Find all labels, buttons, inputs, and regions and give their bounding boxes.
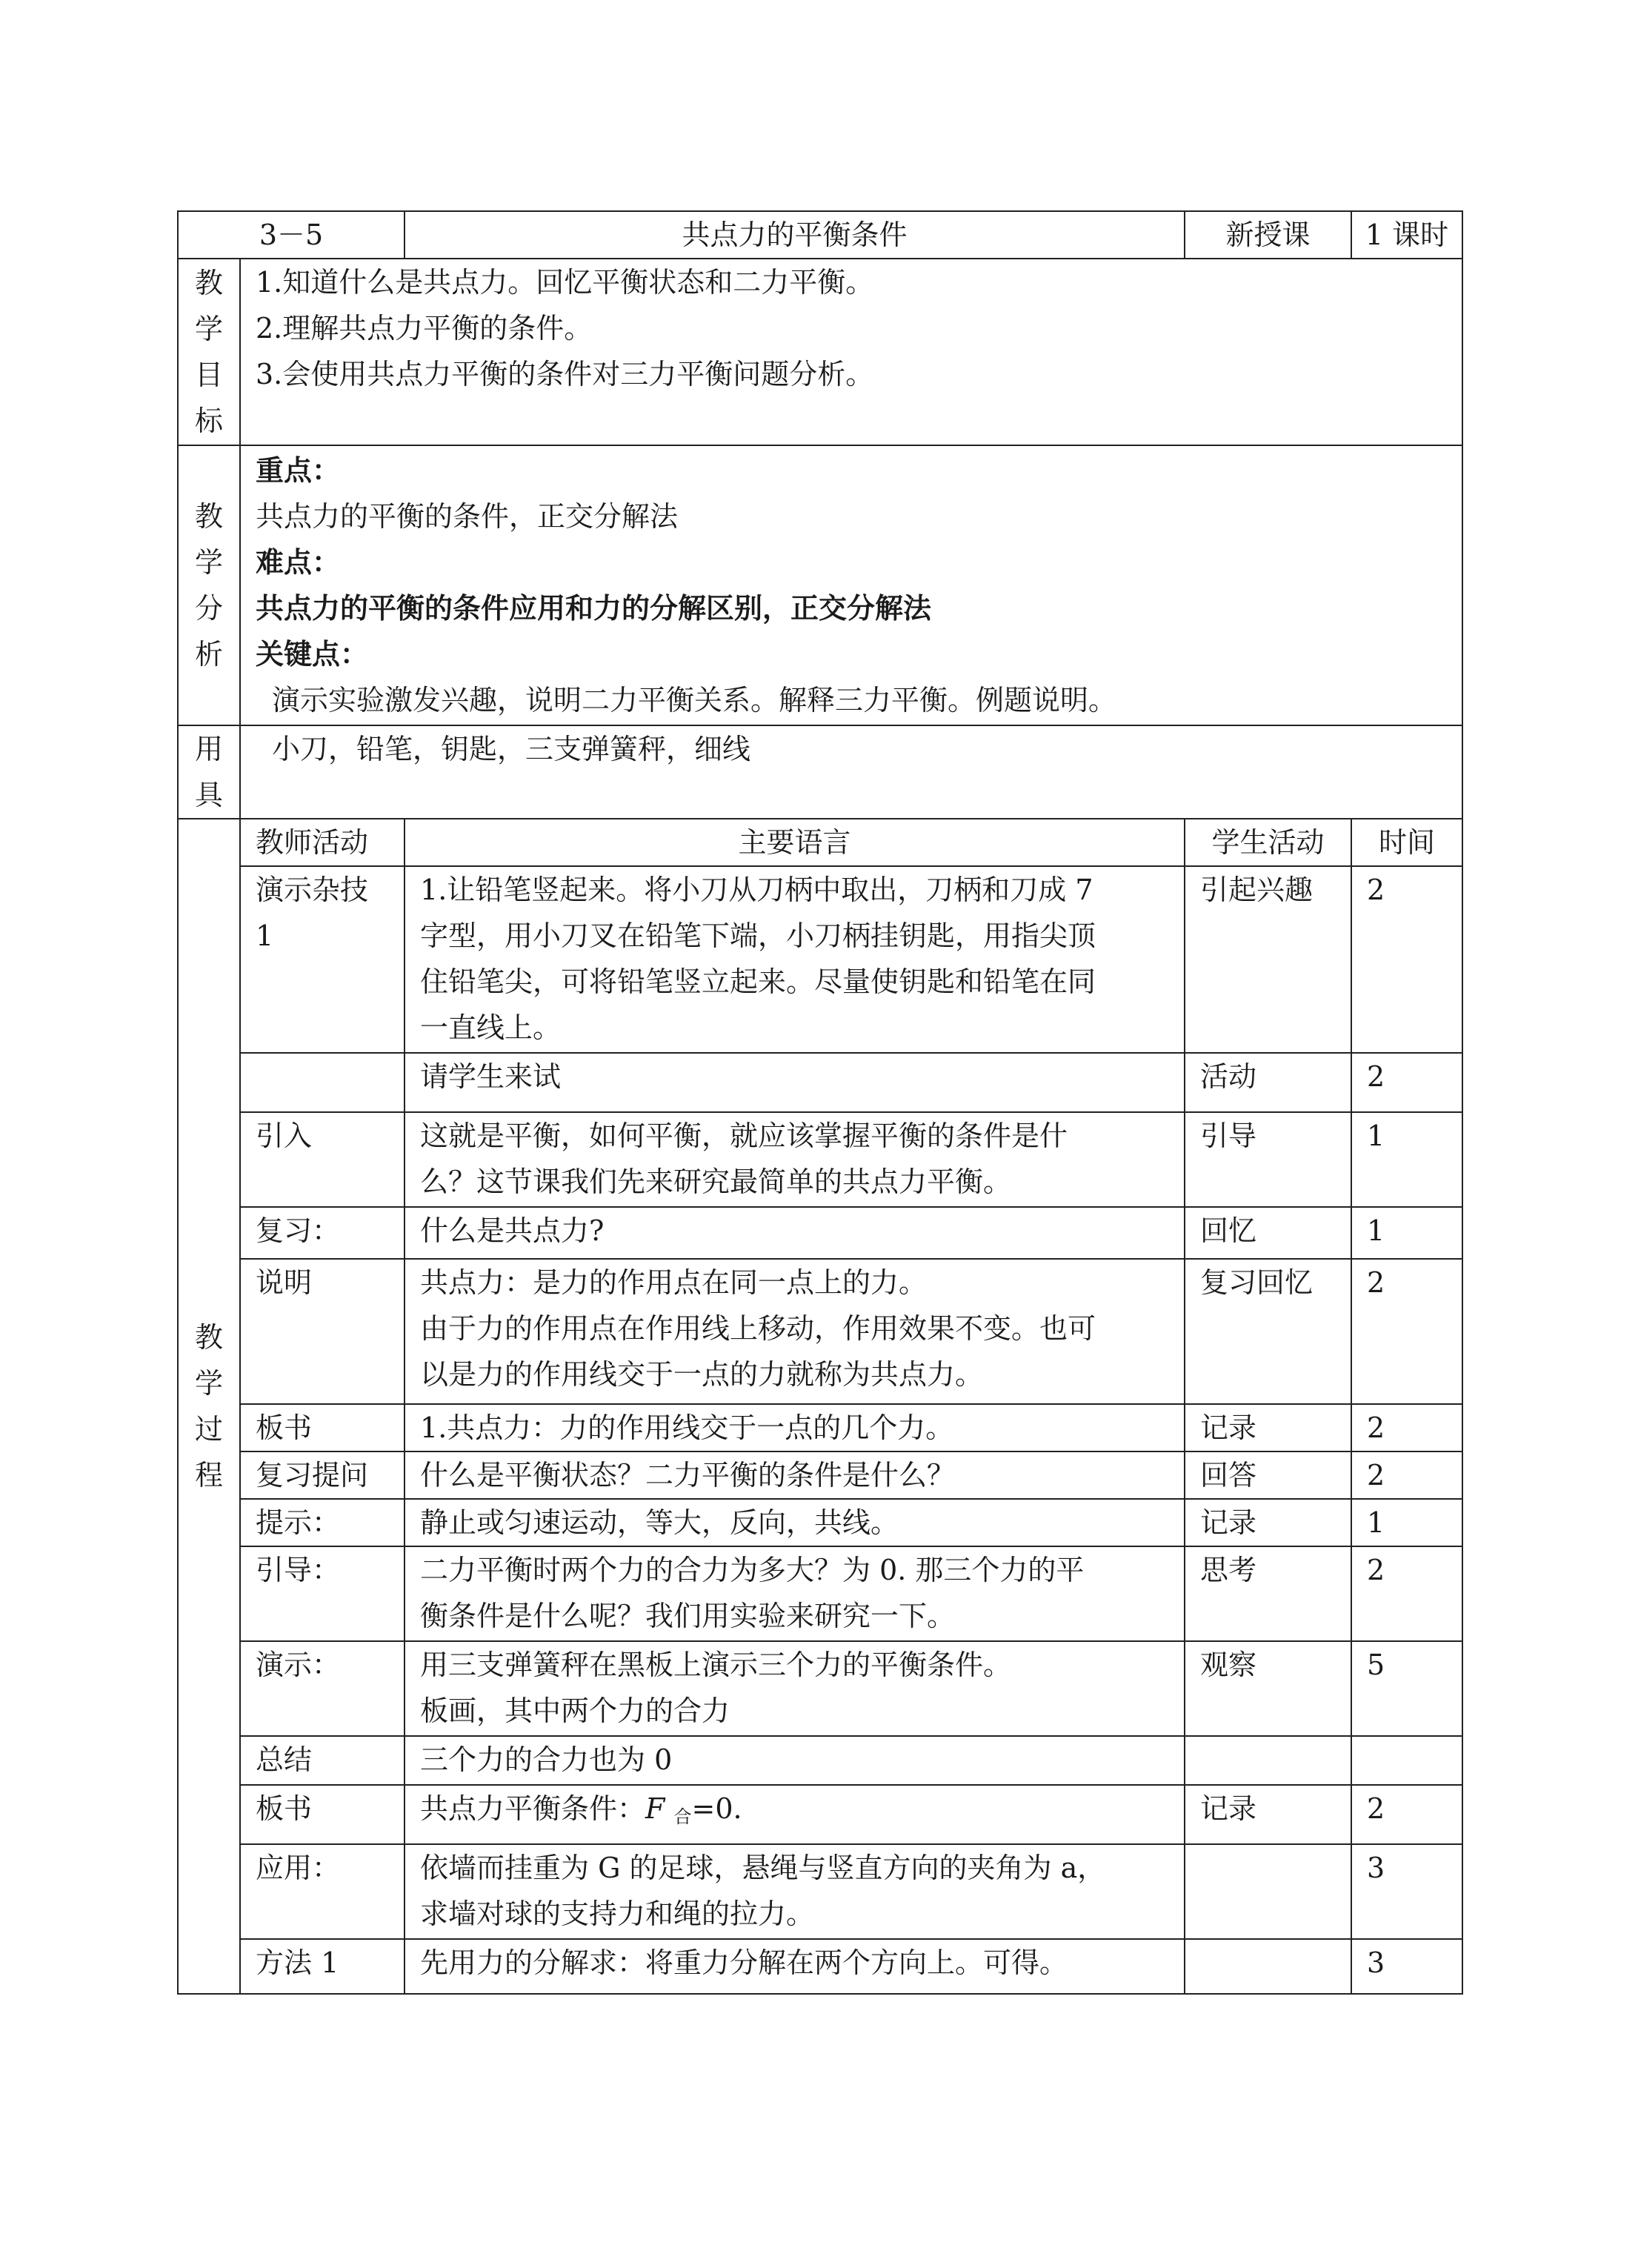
student-activity: 记录 [1185, 1404, 1351, 1451]
table-row [178, 866, 1462, 1053]
teacher-activity: 总结 [240, 1736, 404, 1785]
time-value [1351, 1736, 1462, 1785]
tools-content [240, 725, 1462, 819]
table-row [178, 1112, 1462, 1207]
teacher-activity: 引入 [240, 1112, 404, 1207]
time-value: 1 [1351, 1112, 1462, 1207]
difficulty-title: 难点： [256, 545, 341, 579]
student-activity: 引起兴趣 [1185, 866, 1351, 1053]
student-activity: 复习回忆 [1185, 1259, 1351, 1404]
table-row [178, 1939, 1462, 1994]
time-value: 2 [1351, 1259, 1462, 1404]
table-row [178, 1259, 1462, 1404]
column-header-teacher: 教师活动 [240, 819, 404, 866]
main-language: 静止或匀速运动，等大，反向，共线。 [404, 1499, 1185, 1546]
table-row [178, 1736, 1462, 1785]
table-row [178, 1451, 1462, 1499]
critical-point-title: 关键点： [256, 637, 369, 671]
column-header-student: 学生活动 [1185, 819, 1351, 866]
main-language: 共点力：是力的作用点在同一点上的力。 由于力的作用点在作用线上移动，作用效果不变。也可 以是力的作用线交于一点的力就称为共点力。 [404, 1259, 1185, 1404]
column-header-time: 时间 [1351, 819, 1462, 866]
main-language: 1.让铅笔竖起来。将小刀从刀柄中取出，刀柄和刀成 7 字型，用小刀叉在铅笔下端，小刀柄挂钥匙，用指尖顶 住铅笔尖，可将铅笔竖立起来。尽量使钥匙和铅笔在同 一直线上。 [404, 866, 1185, 1053]
student-activity: 回答 [1185, 1451, 1351, 1499]
main-language [404, 1785, 1185, 1844]
objectives-label: 教 学 目 标 [178, 259, 240, 445]
objective-item: 2.理解共点力平衡的条件。 [256, 312, 593, 345]
main-language: 先用力的分解求：将重力分解在两个方向上。可得。 [404, 1939, 1185, 1994]
student-activity [1185, 1939, 1351, 1994]
objective-item: 3.会使用共点力平衡的条件对三力平衡问题分析。 [256, 358, 874, 390]
time-value: 3 [1351, 1844, 1462, 1939]
main-language: 什么是平衡状态？二力平衡的条件是什么？ [404, 1451, 1185, 1499]
analysis-row [178, 445, 1462, 725]
main-language: 请学生来试 [404, 1053, 1185, 1112]
tools-row [178, 725, 1462, 819]
tools-text: 小刀，铅笔，钥匙，三支弹簧秤，细线 [272, 733, 751, 765]
table-row [178, 1844, 1462, 1939]
teacher-activity [240, 1053, 404, 1112]
time-value: 2 [1351, 1053, 1462, 1112]
formula-rest: =0. [691, 1792, 742, 1825]
table-row [178, 1641, 1462, 1736]
teacher-activity: 演示： [240, 1641, 404, 1736]
process-header-row [178, 819, 1462, 866]
teacher-activity: 复习： [240, 1207, 404, 1259]
teacher-activity: 应用： [240, 1844, 404, 1939]
time-value: 2 [1351, 1546, 1462, 1641]
main-language: 这就是平衡，如何平衡，就应该掌握平衡的条件是什 么？这节课我们先来研究最简单的共点力平衡。 [404, 1112, 1185, 1207]
column-header-language: 主要语言 [404, 819, 1185, 866]
teacher-activity: 演示杂技 1 [240, 866, 404, 1053]
formula-subscript: 合 [673, 1806, 692, 1827]
teacher-activity: 板书 [240, 1785, 404, 1844]
student-activity [1185, 1844, 1351, 1939]
lesson-type: 新授课 [1185, 211, 1351, 259]
formula-variable: F [645, 1792, 665, 1825]
time-value: 1 [1351, 1207, 1462, 1259]
teacher-activity: 提示： [240, 1499, 404, 1546]
process-label: 教 学 过 程 [178, 819, 240, 1994]
objectives-content [240, 259, 1462, 445]
student-activity: 引导 [1185, 1112, 1351, 1207]
time-value: 2 [1351, 1451, 1462, 1499]
analysis-label: 教 学 分 析 [178, 445, 240, 725]
teacher-activity: 方法 1 [240, 1939, 404, 1994]
objective-item: 1.知道什么是共点力。回忆平衡状态和二力平衡。 [256, 266, 874, 299]
analysis-content [240, 445, 1462, 725]
teacher-activity: 说明 [240, 1259, 404, 1404]
table-row [178, 1404, 1462, 1451]
formula-line: 共点力平衡条件：F $_合$=0. [420, 1792, 742, 1827]
teacher-activity: 复习提问 [240, 1451, 404, 1499]
time-value: 2 [1351, 1404, 1462, 1451]
table-row [178, 1499, 1462, 1546]
time-value: 1 [1351, 1499, 1462, 1546]
key-point-text: 共点力的平衡的条件，正交分解法 [256, 500, 679, 533]
teacher-activity: 板书 [240, 1404, 404, 1451]
main-language: 什么是共点力? [404, 1207, 1185, 1259]
time-value: 2 [1351, 1785, 1462, 1844]
table-row [178, 1785, 1462, 1844]
key-point-title: 重点： [256, 453, 341, 487]
difficulty-text: 共点力的平衡的条件应用和力的分解区别，正交分解法 [256, 591, 932, 625]
main-language: 二力平衡时两个力的合力为多大？为 0. 那三个力的平 衡条件是什么呢？我们用实验来研究一下。 [404, 1546, 1185, 1641]
objectives-row [178, 259, 1462, 445]
main-language: 1.共点力：力的作用线交于一点的几个力。 [404, 1404, 1185, 1451]
table-row [178, 1546, 1462, 1641]
table-row [178, 1207, 1462, 1259]
time-value: 5 [1351, 1641, 1462, 1736]
student-activity: 观察 [1185, 1641, 1351, 1736]
time-value: 2 [1351, 866, 1462, 1053]
student-activity: 记录 [1185, 1499, 1351, 1546]
lesson-hours: 1 课时 [1351, 211, 1462, 259]
main-language: 用三支弹簧秤在黑板上演示三个力的平衡条件。 板画，其中两个力的合力 [404, 1641, 1185, 1736]
student-activity: 回忆 [1185, 1207, 1351, 1259]
lesson-title: 共点力的平衡条件 [404, 211, 1185, 259]
student-activity [1185, 1736, 1351, 1785]
time-value: 3 [1351, 1939, 1462, 1994]
teacher-activity: 引导： [240, 1546, 404, 1641]
table-row [178, 1053, 1462, 1112]
lesson-number: 3－5 [178, 211, 404, 259]
student-activity: 活动 [1185, 1053, 1351, 1112]
header-row [178, 211, 1462, 259]
student-activity: 思考 [1185, 1546, 1351, 1641]
student-activity: 记录 [1185, 1785, 1351, 1844]
main-language: 三个力的合力也为 0 [404, 1736, 1185, 1785]
tools-label: 用 具 [178, 725, 240, 819]
critical-point-text: 演示实验激发兴趣，说明二力平衡关系。解释三力平衡。例题说明。 [272, 684, 1117, 716]
main-language: 依墙而挂重为 G 的足球，悬绳与竖直方向的夹角为 a， 求墙对球的支持力和绳的拉力。 [404, 1844, 1185, 1939]
lesson-plan-table [177, 210, 1463, 1995]
